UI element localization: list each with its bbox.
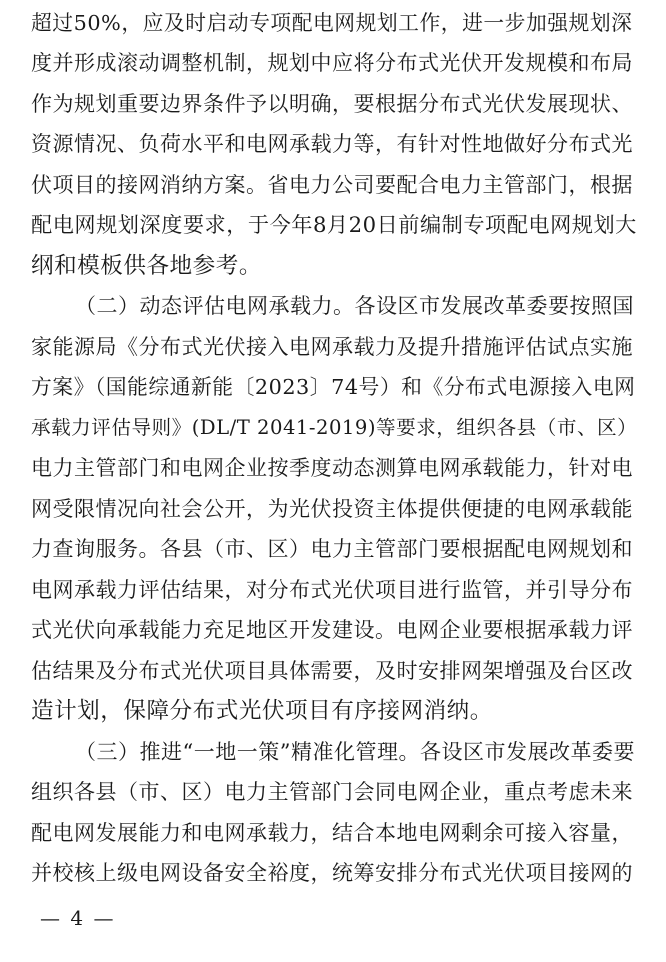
text-line: 资源情况、负荷水平和电网承载力等，有针对性地做好分布式光 [31, 132, 633, 156]
page-number: — 4 — [40, 906, 116, 930]
text-line: 方案》（国能综通新能〔2023〕74号）和《分布式电源接入电网 [31, 375, 636, 399]
text-line: 并校核上级电网设备安全裕度，统筹安排分布式光伏项目接网的 [31, 861, 633, 885]
text-line: 力查询服务。各县（市、区）电力主管部门要根据配电网规划和 [31, 537, 633, 561]
section-heading-line: （三）推进“一地一策”精准化管理。各设区市发展改革委要 [75, 740, 635, 764]
text-line: 估结果及分布式光伏项目具体需要，及时安排网架增强及台区改 [31, 659, 633, 683]
text-line: 组织各县（市、区）电力主管部门会同电网企业，重点考虑未来 [31, 780, 633, 804]
text-line: 超过50%，应及时启动专项配电网规划工作，进一步加强规划深 [31, 11, 633, 35]
text-line: 度并形成滚动调整机制，规划中应将分布式光伏开发规模和布局 [31, 51, 633, 75]
text-line: 电网承载力评估结果，对分布式光伏项目进行监管，并引导分布 [31, 578, 633, 602]
text-line: 家能源局《分布式光伏接入电网承载力及提升措施评估试点实施 [31, 335, 633, 359]
text-line: 纲和模板供各地参考。 [31, 253, 262, 279]
text-line: 式光伏向承载能力充足地区开发建设。电网企业要根据承载力评 [31, 618, 633, 642]
section-heading-line: （二）动态评估电网承载力。各设区市发展改革委要按照国 [75, 294, 634, 318]
text-line: 伏项目的接网消纳方案。省电力公司要配合电力主管部门，根据 [31, 173, 633, 197]
text-line: 网受限情况向社会公开，为光伏投资主体提供便捷的电网承载能 [31, 497, 633, 521]
text-line: 配电网发展能力和电网承载力，结合本地电网剩余可接入容量， [31, 821, 633, 845]
text-line: 作为规划重要边界条件予以明确，要根据分布式光伏发展现状、 [31, 92, 633, 116]
text-line: 造计划，保障分布式光伏项目有序接网消纳。 [31, 698, 493, 724]
text-line: 配电网规划深度要求，于今年8月20日前编制专项配电网规划大 [31, 212, 637, 237]
text-line: 承载力评估导则》(DL/T 2041-2019)等要求，组织各县（市、区） [31, 416, 638, 439]
text-line: 电力主管部门和电网企业按季度动态测算电网承载能力，针对电 [31, 456, 633, 480]
